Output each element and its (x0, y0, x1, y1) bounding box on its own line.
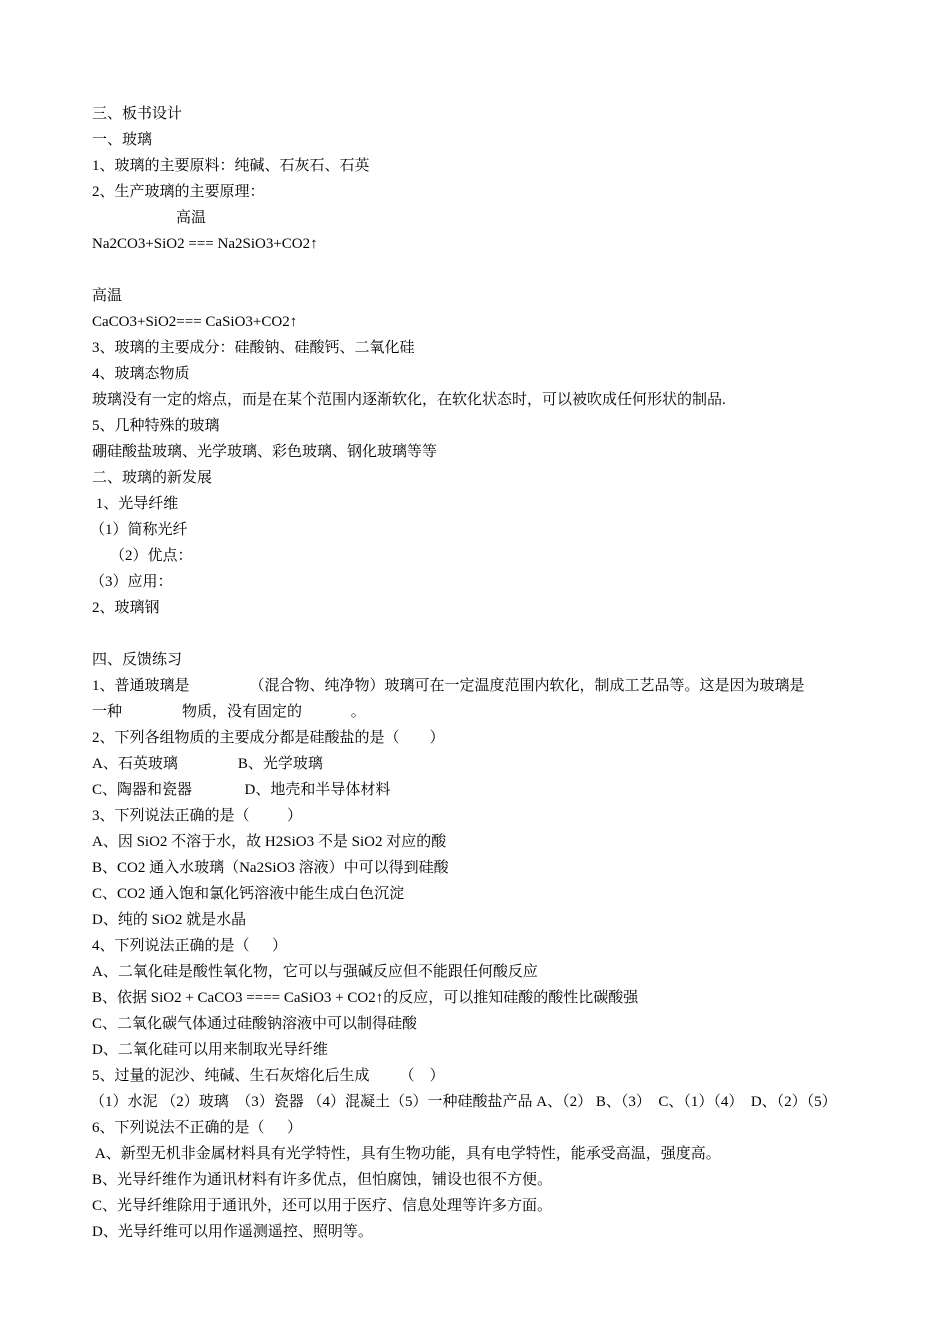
section-heading-board-design: 三、板书设计 (92, 106, 183, 122)
subheading-glass: 一、玻璃 (92, 132, 153, 148)
question-line: 5、过量的泥沙、纯碱、生石灰熔化后生成 （ ） (92, 1068, 445, 1084)
answer-option: C、二氧化碳气体通过硅酸钠溶液中可以制得硅酸 (92, 1016, 418, 1032)
answer-option: C、陶器和瓷器 D、地壳和半导体材料 (92, 782, 391, 798)
text-line: （1）简称光纤 (90, 522, 188, 538)
text-line: 5、几种特殊的玻璃 (92, 418, 220, 434)
reaction-condition-label: 高温 (92, 288, 123, 304)
text-line: 玻璃没有一定的熔点，而是在某个范围内逐渐软化，在软化状态时，可以被吹成任何形状的制品. (92, 392, 726, 408)
answer-option: B、光导纤维作为通讯材料有许多优点，但怕腐蚀，铺设也很不方便。 (92, 1172, 553, 1188)
answer-option: A、新型无机非金属材料具有光学特性，具有生物功能，具有电学特性，能承受高温，强度高。 (92, 1146, 721, 1162)
text-line: 2、玻璃钢 (92, 600, 160, 616)
question-line: 6、下列说法不正确的是（ ） (92, 1120, 303, 1136)
answer-option: C、CO2 通入饱和氯化钙溶液中能生成白色沉淀 (92, 886, 405, 902)
section-heading-exercises: 四、反馈练习 (92, 652, 183, 668)
question-line: 一种 物质，没有固定的 。 (92, 704, 366, 720)
text-line: 2、生产玻璃的主要原理： (92, 184, 265, 200)
chemical-equation: CaCO3+SiO2=== CaSiO3+CO2↑ (92, 314, 298, 330)
answer-option: B、CO2 通入水玻璃（Na2SiO3 溶液）中可以得到硅酸 (92, 860, 449, 876)
question-line: 4、下列说法正确的是（ ） (92, 938, 288, 954)
text-line: （3）应用： (90, 574, 173, 590)
text-line: 1、光导纤维 (92, 496, 179, 512)
reaction-condition-label: 高温 (176, 210, 207, 226)
answer-option: D、光导纤维可以用作遥测遥控、照明等。 (92, 1224, 373, 1240)
answer-option: （1）水泥 （2）玻璃 （3）瓷器 （4）混凝土（5）一种硅酸盐产品 A、（2） B、（3） C、（1）（4） D、（2）（5） (90, 1094, 837, 1110)
subheading-new-development: 二、玻璃的新发展 (92, 470, 213, 486)
text-line: 硼硅酸盐玻璃、光学玻璃、彩色玻璃、钢化玻璃等等 (92, 444, 438, 460)
chemical-equation: Na2CO3+SiO2 === Na2SiO3+CO2↑ (92, 236, 318, 252)
answer-option: A、二氧化硅是酸性氧化物，它可以与强碱反应但不能跟任何酸反应 (92, 964, 538, 980)
answer-option: D、二氧化硅可以用来制取光导纤维 (92, 1042, 328, 1058)
text-line: 3、玻璃的主要成分：硅酸钠、硅酸钙、二氧化硅 (92, 340, 415, 356)
question-line: 2、下列各组物质的主要成分都是硅酸盐的是（ ） (92, 730, 445, 746)
answer-option: B、依据 SiO2 + CaCO3 ==== CaSiO3 + CO2↑的反应，可以推知硅酸的酸性比碳酸强 (92, 990, 639, 1006)
answer-option: C、光导纤维除用于通讯外，还可以用于医疗、信息处理等许多方面。 (92, 1198, 553, 1214)
answer-option: A、石英玻璃 B、光学玻璃 (92, 756, 323, 772)
answer-option: A、因 SiO2 不溶于水，故 H2SiO3 不是 SiO2 对应的酸 (92, 834, 447, 850)
text-line: 4、玻璃态物质 (92, 366, 190, 382)
answer-option: D、纯的 SiO2 就是水晶 (92, 912, 247, 928)
text-line: 1、玻璃的主要原料：纯碱、石灰石、石英 (92, 158, 370, 174)
text-line: （2）优点： (110, 548, 193, 564)
question-line: 3、下列说法正确的是（ ） (92, 808, 303, 824)
question-line: 1、普通玻璃是 （混合物、纯净物）玻璃可在一定温度范围内软化，制成工艺品等。这是因为玻璃是 (92, 678, 805, 694)
